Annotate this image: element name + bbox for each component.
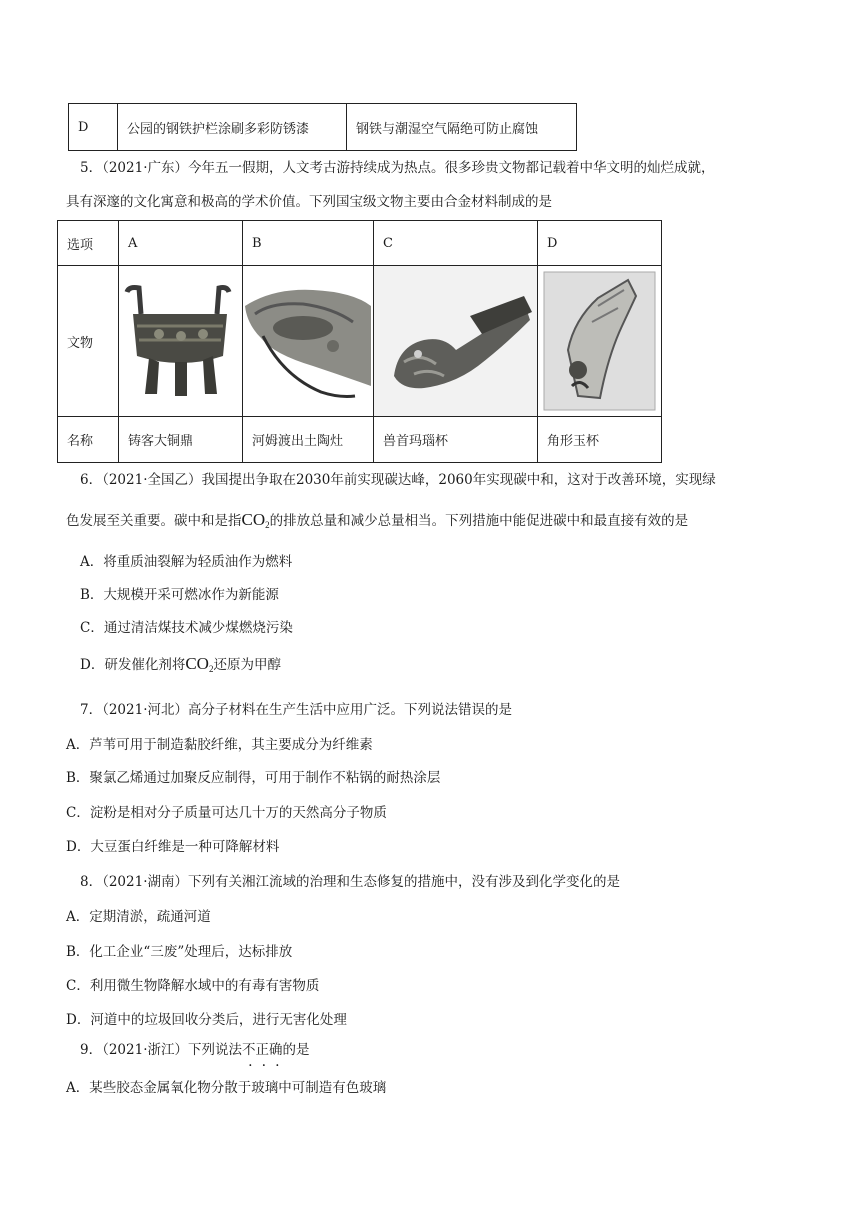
question-7-option-d: D．大豆蛋白纤维是一种可降解材料	[66, 839, 280, 855]
question-5-line-2: 具有深邃的文化寓意和极高的学术价值。下列国宝级文物主要由合金材料制成的是	[66, 194, 552, 210]
question-6-line-1	[80, 470, 716, 490]
question-6-line-2	[66, 508, 688, 537]
question-5-line-1	[80, 158, 715, 178]
pottery-stove-image	[243, 266, 373, 416]
practice-cell: 公园的钢铁护栏涂刷多彩防锈漆	[118, 104, 347, 151]
artifact-image-b	[243, 266, 374, 417]
question-6-option-a: A．将重质油裂解为轻质油作为燃料	[80, 554, 293, 570]
question-stem: 下列有关湘江流域的治理和生态修复的措施中，没有涉及到化学变化的是	[188, 874, 620, 890]
question-6-option-d	[80, 652, 281, 681]
artifact-name-c: 兽首玛瑙杯	[374, 417, 538, 463]
question-6-option-c: C．通过清洁煤技术减少煤燃烧污染	[80, 620, 293, 636]
question-stem: 今年五一假期，人文考古游持续成为热点。很多珍贵文物都记载着中华文明的灿烂成就，	[188, 160, 715, 176]
artifact-name-b: 河姆渡出土陶灶	[243, 417, 374, 463]
option-cell: D	[69, 104, 118, 151]
question-9-stem	[80, 1040, 310, 1060]
question-source: （2021·广东）	[102, 160, 188, 176]
option-text: D．研发催化剂将	[80, 657, 186, 673]
table-row	[58, 266, 662, 417]
question-number: 9．	[80, 1042, 103, 1058]
artifact-name-a: 铸客大铜鼎	[119, 417, 243, 463]
jade-cup-image	[538, 266, 661, 416]
question-8-stem	[80, 872, 620, 892]
previous-question-table	[68, 103, 577, 151]
question-8-option-d: D．河道中的垃圾回收分类后，进行无害化处理	[66, 1012, 347, 1028]
option-text: 还原为甲醇	[213, 657, 281, 673]
question-stem: 高分子材料在生产生活中应用广泛。下列说法错误的是	[188, 702, 512, 718]
stem-text: 的排放总量和减少总量相当。下列措施中能促进碳中和最直接有效的是	[269, 513, 689, 529]
table-row	[69, 104, 577, 151]
bronze-ding-image	[119, 266, 241, 416]
artifact-image-c	[374, 266, 538, 417]
question-8-option-a: A．定期清淤，疏通河道	[66, 909, 211, 925]
option-header-b: B	[243, 221, 374, 266]
question-9-option-a: A．某些胶态金属氧化物分散于玻璃中可制造有色玻璃	[66, 1080, 387, 1096]
question-stem: 下列说法	[188, 1042, 242, 1058]
question-6-option-b: B．大规模开采可燃冰作为新能源	[80, 587, 279, 603]
question-source: （2021·河北）	[102, 702, 188, 718]
question-number: 6．	[80, 472, 103, 488]
option-header-a: A	[119, 221, 243, 266]
emphasis-char: 不	[242, 1042, 256, 1058]
artifact-name-d: 角形玉杯	[538, 417, 662, 463]
question-7-option-b: B．聚氯乙烯通过加聚反应制得，可用于制作不粘锅的耐热涂层	[66, 770, 441, 786]
question-source: （2021·浙江）	[102, 1042, 188, 1058]
co2-formula	[242, 510, 270, 529]
formula-subscript: 2	[265, 520, 270, 530]
formula-subscript: 2	[208, 664, 214, 674]
artifact-image-a	[119, 266, 243, 417]
row-label-artifact: 文物	[58, 266, 119, 417]
explanation-cell: 钢铁与潮湿空气隔绝可防止腐蚀	[347, 104, 577, 151]
artifact-image-d	[538, 266, 662, 417]
emphasis-char: 正	[255, 1042, 269, 1058]
table-row	[58, 417, 662, 463]
question-number: 5．	[80, 160, 103, 176]
question-source: （2021·湖南）	[102, 874, 188, 890]
question-7-stem	[80, 700, 512, 720]
option-header-c: C	[374, 221, 538, 266]
question-stem: 我国提出争取在2030年前实现碳达峰，2060年实现碳中和，这对于改善环境，实现绿	[201, 472, 716, 488]
question-7-option-c: C．淀粉是相对分子质量可达几十万的天然高分子物质	[66, 805, 387, 821]
agate-cup-image	[374, 266, 537, 416]
question-number: 7．	[80, 702, 103, 718]
question-7-option-a: A．芦苇可用于制造黏胶纤维，其主要成分为纤维素	[66, 737, 373, 753]
header-label: 选项	[58, 221, 119, 266]
question-number: 8．	[80, 874, 103, 890]
question-stem-end: 的是	[282, 1042, 310, 1058]
formula-text: CO	[241, 510, 266, 529]
question-source: （2021·全国乙）	[102, 472, 202, 488]
table-row	[58, 221, 662, 266]
question-8-option-c: C．利用微生物降解水域中的有毒有害物质	[66, 978, 320, 994]
emphasis-char: 确	[269, 1042, 283, 1058]
option-header-d: D	[538, 221, 662, 266]
question-8-option-b: B．化工企业“三废”处理后，达标排放	[66, 944, 293, 960]
stem-text: 色发展至关重要。碳中和是指	[66, 513, 242, 529]
formula-text: CO	[185, 654, 209, 673]
question-5-table	[57, 220, 662, 463]
co2-formula	[185, 654, 213, 673]
row-label-name: 名称	[58, 417, 119, 463]
